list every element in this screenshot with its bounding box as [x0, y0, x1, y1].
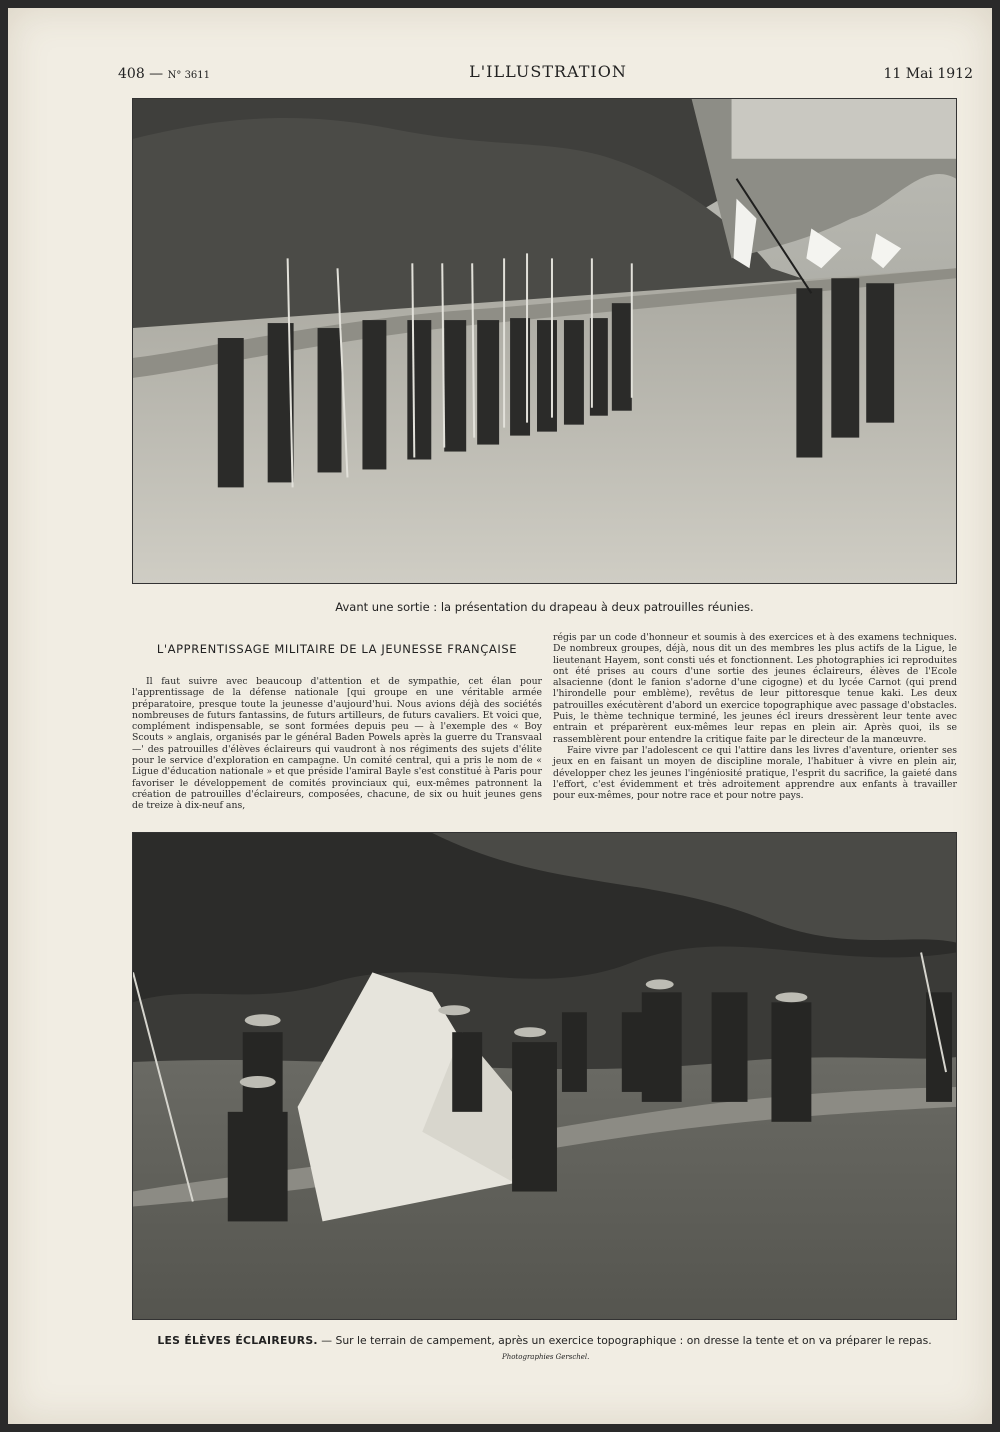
photo-flag-presentation [132, 98, 957, 584]
photo-bottom-caption-text: — Sur le terrain de campement, après un exercice topographique : on dresse la tente et on va préparer le repas. [317, 1334, 932, 1347]
issue-number: N° 3611 [167, 70, 211, 81]
article-paragraph-3: Faire vivre par l'adolescent ce qui l'attire dans les livres d'aventure, orienter ses jeux en en faisant un moyen de discipline morale, l'habituer à vivre en plein air, développer chez les jeunes l'ingéniosité pratique, l'esprit du sacrifice, la gaieté dans l'effort, c'est évidemment et très adroitement apprendre aux enfants à travailler pour eux-mêmes, pour notre race et pour notre pays. [553, 744, 957, 802]
page-header [108, 60, 988, 84]
photo-camp-tent-image [133, 833, 956, 1319]
issue-date: 11 Mai 1912 [883, 66, 973, 82]
photo-credit: Photographies Gerschel. [502, 1353, 590, 1361]
photo-camp-tent [132, 832, 957, 1320]
masthead-title: L'ILLUSTRATION [469, 62, 627, 81]
photo-bottom-caption [132, 1334, 957, 1347]
newspaper-page [8, 8, 992, 1424]
article-column-1 [132, 676, 542, 812]
header-separator: — [144, 66, 168, 82]
article-headline: L'APPRENTISSAGE MILITAIRE DE LA JEUNESSE FRANÇAISE [156, 642, 518, 656]
article-paragraph-2: régis par un code d'honneur et soumis à des exercices et à des examens techniques. De nombreux groupes, déjà, nous dit un des membres les plus actifs de la Ligue, le lieutenant Hayem, sont consti ués et fonctionnent. Les photographies ici reproduites ont été prises au cours d'une sortie des jeunes éclaireurs, élèves de l'Ecole alsacienne (dont le fanion s'adorne d'une cigogne) et du lycée Carnot (qui prend l'hirondelle pour emblème), revêtus de leur pittoresque tenue kaki. Les deux patrouilles exécutèrent d'abord un exercice topographique avec passage d'obstacles. Puis, le thème technique terminé, les jeunes écl ireurs dressèrent leur tente avec entrain et préparèrent eux-mêmes leur repas en plein air. Après quoi, ils se rassemblèrent pour entendre la critique faite par le directeur de la manœuvre. [553, 632, 957, 745]
article-column-2 [553, 632, 957, 801]
photo-top-caption: Avant une sortie : la présentation du drapeau à deux patrouilles réunies. [335, 600, 754, 614]
article-paragraph-1: Il faut suivre avec beaucoup d'attention et de sympathie, cet élan pour l'apprentissage de la défense nationale [qui groupe en une véritable armée préparatoire, presque toute la jeunesse d'aujourd'hui. Nous avions déjà des sociétés nombreuses de futurs fantassins, de futurs artilleurs, de futurs cavaliers. Et voici que, complément indispensable, se sont formées depuis peu — à l'exemple des « Boy Scouts » anglais, organisés par le général Baden Powels après la guerre du Transvaal —' des patrouilles d'élèves éclaireurs qui vaudront à nos régiments des sujets d'élite pour le service d'exploration en campagne. Un comité central, qui a pris le nom de « Ligue d'éducation nationale » et que préside l'amiral Bayle s'est constitué à Paris pour favoriser le développement de comités provinciaux qui, eux-mêmes patronnent la création de patrouilles d'éclaireurs, composées, chacune, de six ou huit jeunes gens de treize à dix-neuf ans, [132, 676, 542, 812]
page-number: 408 [118, 66, 145, 82]
photo-flag-presentation-image [133, 99, 956, 583]
photo-bottom-caption-lead: LES ÉLÈVES ÉCLAIREURS. [157, 1334, 318, 1347]
